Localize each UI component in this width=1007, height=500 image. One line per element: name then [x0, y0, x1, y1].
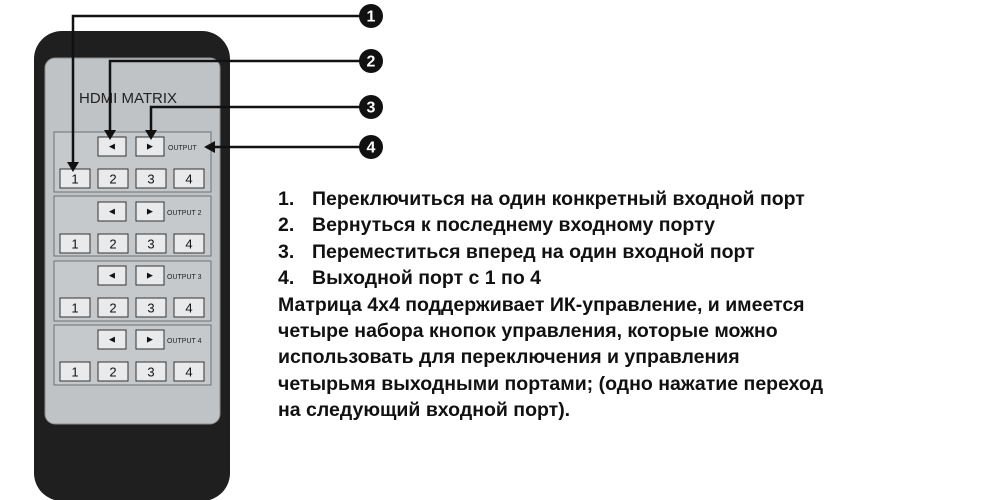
legend-item-3	[278, 239, 998, 265]
output-label: OUTPUT 3	[167, 274, 202, 281]
callout-number: 3	[366, 99, 376, 117]
description-line: на следующий входной порт).	[278, 399, 571, 422]
legend-item-1	[278, 186, 998, 212]
left-arrow-icon: ◄	[107, 206, 117, 218]
input-button-label: 3	[147, 236, 155, 252]
input-button-label: 1	[71, 300, 79, 316]
input-button-label: 2	[109, 300, 117, 316]
right-arrow-icon: ►	[145, 270, 155, 282]
remote-title: HDMI MATRIX	[79, 90, 178, 107]
legend-number: 2.	[278, 214, 295, 237]
output-section-4	[54, 325, 211, 385]
callout-number: 4	[366, 139, 376, 157]
legend-text: Выходной порт с 1 по 4	[312, 267, 542, 290]
left-arrow-icon: ◄	[107, 141, 117, 153]
callout-1	[359, 4, 383, 28]
input-button-label: 3	[147, 171, 155, 187]
right-arrow-icon: ►	[145, 141, 155, 153]
callout-number: 2	[366, 53, 376, 71]
left-arrow-icon: ◄	[107, 270, 117, 282]
right-arrow-icon: ►	[145, 206, 155, 218]
callout-number: 1	[366, 8, 376, 26]
legend-item-4	[278, 265, 998, 291]
output-label: OUTPUT	[168, 145, 197, 152]
output-section-2	[54, 196, 211, 256]
legend-number: 1.	[278, 188, 295, 210]
callout-2	[359, 49, 383, 73]
legend-number: 4.	[278, 267, 295, 290]
output-label: OUTPUT 2	[167, 210, 202, 217]
legend-number: 3.	[278, 240, 295, 263]
left-arrow-icon: ◄	[107, 334, 117, 346]
input-button-label: 1	[71, 364, 79, 380]
input-button-label: 4	[185, 364, 193, 380]
right-arrow-icon: ►	[145, 334, 155, 346]
input-button-label: 4	[185, 171, 193, 187]
description-line: использовать для переключения и управления	[278, 346, 740, 369]
description-line: четыре набора кнопок управления, которые можно	[278, 320, 778, 343]
input-button-label: 4	[185, 236, 193, 252]
legend-text: Вернуться к последнему входному порту	[312, 214, 715, 237]
input-button-label: 1	[71, 236, 79, 252]
description-line: Матрица 4x4 поддерживает ИК-управление, и имеется	[278, 293, 805, 316]
legend	[278, 186, 998, 424]
description-line: четырьмя выходными портами; (одно нажатие переход	[278, 372, 824, 395]
input-button-label: 2	[109, 236, 117, 252]
output-section-3	[54, 261, 211, 321]
callout-4	[359, 135, 383, 159]
legend-text: Переключиться на один конкретный входной порт	[312, 188, 805, 210]
legend-text: Переместиться вперед на один входной порт	[312, 240, 755, 263]
input-button-label: 1	[71, 171, 79, 187]
input-button-label: 4	[185, 300, 193, 316]
output-label: OUTPUT 4	[167, 338, 202, 345]
callout-3	[359, 95, 383, 119]
input-button-label: 2	[109, 171, 117, 187]
legend-item-2	[278, 212, 998, 238]
input-button-label: 3	[147, 300, 155, 316]
input-button-label: 3	[147, 364, 155, 380]
input-button-label: 2	[109, 364, 117, 380]
